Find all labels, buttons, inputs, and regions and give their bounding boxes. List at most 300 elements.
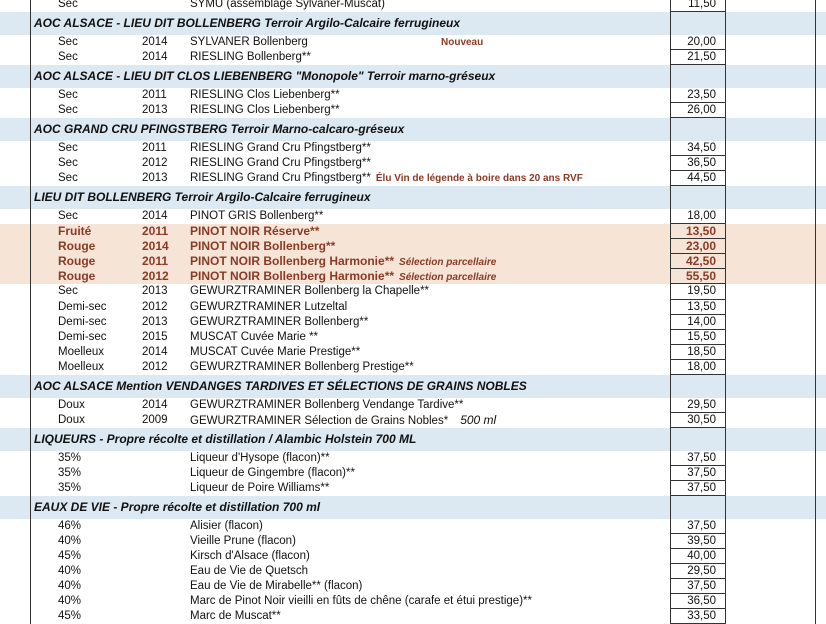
wine-name-text: RIESLING Clos Liebenberg** <box>190 103 340 116</box>
wine-name <box>190 0 385 12</box>
wine-name-text: SYLVANER Bollenberg <box>190 35 308 48</box>
price: 14,00 <box>687 315 716 328</box>
grid-line <box>815 519 816 534</box>
grid-line <box>815 398 816 413</box>
price-row <box>0 171 826 186</box>
price-row <box>0 239 826 254</box>
grid-line <box>725 451 726 466</box>
price: 37,50 <box>687 580 716 593</box>
wine-name-text: RIESLING Bollenberg** <box>190 50 311 63</box>
grid-line <box>815 12 816 35</box>
grid-line <box>30 156 31 171</box>
grid-line <box>815 594 816 609</box>
grid-line <box>815 88 816 103</box>
vintage-year: 2011 <box>142 88 167 101</box>
grid-line <box>815 345 816 360</box>
grid-line <box>725 375 726 398</box>
vintage-year: 2013 <box>142 315 168 328</box>
grid-line <box>725 466 726 481</box>
section-header <box>0 65 826 88</box>
section-header <box>0 496 826 519</box>
section-title: EAUX DE VIE - Propre récolte et distillation 700 ml <box>34 500 321 515</box>
grid-line <box>815 239 816 254</box>
grid-line <box>815 118 816 141</box>
wine-name-text: RIESLING Clos Liebenberg** <box>190 88 340 101</box>
wine-name-text: MUSCAT Cuvée Marie ** <box>190 330 319 343</box>
section-title: AOC ALSACE - LIEU DIT CLOS LIEBENBERG "Monopole" Terroir marno-gréseux <box>34 69 496 84</box>
grid-line <box>30 171 31 186</box>
wine-name-text: PINOT GRIS Bollenberg** <box>190 209 324 222</box>
vintage-year: 2014 <box>142 345 168 358</box>
grid-line <box>725 50 726 65</box>
vintage-year: 2011 <box>142 141 167 154</box>
price-row <box>0 300 826 315</box>
wine-type: 35% <box>58 466 82 479</box>
price-row <box>0 413 826 428</box>
grid-line <box>30 239 31 254</box>
grid-line <box>725 141 726 156</box>
price-row <box>0 481 826 496</box>
price-row <box>0 609 826 624</box>
grid-line <box>725 594 726 609</box>
vintage-year: 2015 <box>142 330 168 343</box>
grid-line <box>815 156 816 171</box>
wine-name-text: GEWURZTRAMINER Bollenberg** <box>190 315 369 328</box>
wine-type: Sec <box>58 172 78 185</box>
price-row <box>0 224 826 239</box>
price-row <box>0 519 826 534</box>
grid-line <box>815 315 816 330</box>
grid-line <box>30 594 31 609</box>
price: 23,50 <box>687 88 716 101</box>
grid-line <box>30 330 31 345</box>
grid-line <box>815 564 816 579</box>
grid-line <box>815 209 816 224</box>
grid-line <box>30 519 31 534</box>
grid-line <box>670 186 671 209</box>
vintage-year: 2014 <box>142 50 168 63</box>
wine-type: 40% <box>58 565 82 578</box>
price: 18,00 <box>687 209 716 222</box>
wine-name-text: Eau de Vie de Mirabelle** (flacon) <box>190 580 363 593</box>
price: 21,50 <box>687 50 716 63</box>
grid-line <box>30 284 31 299</box>
wine-name <box>190 534 296 549</box>
price: 33,50 <box>687 610 716 623</box>
wine-type: Rouge <box>58 269 96 284</box>
grid-line <box>725 609 726 624</box>
wine-type: 45% <box>58 550 82 563</box>
wine-type: 40% <box>58 534 82 547</box>
price-row <box>0 360 826 375</box>
vintage-year: 2014 <box>142 209 168 222</box>
grid-line <box>815 549 816 564</box>
section-header <box>0 375 826 398</box>
grid-line <box>30 534 31 549</box>
grid-line <box>815 466 816 481</box>
grid-line <box>815 481 816 496</box>
wine-name <box>190 579 362 594</box>
wine-type: Sec <box>58 141 78 154</box>
wine-name <box>190 156 371 171</box>
wine-name-text: Alisier (flacon) <box>190 519 263 532</box>
grid-line <box>815 496 816 519</box>
wine-name <box>190 239 335 254</box>
wine-type: Sec <box>58 0 78 10</box>
grid-line <box>725 65 726 88</box>
price-row <box>0 451 826 466</box>
wine-type: Demi-sec <box>58 330 107 343</box>
grid-line <box>30 300 31 315</box>
vintage-year: 2014 <box>142 239 169 254</box>
price-row <box>0 156 826 171</box>
grid-line <box>30 481 31 496</box>
grid-line <box>30 12 31 35</box>
grid-line <box>30 141 31 156</box>
wine-type: Moelleux <box>58 360 105 373</box>
grid-line <box>815 375 816 398</box>
grid-line <box>30 466 31 481</box>
grid-line <box>30 375 31 398</box>
price: 36,50 <box>687 595 716 608</box>
grid-line <box>670 118 671 141</box>
grid-line <box>725 315 726 330</box>
grid-line <box>30 209 31 224</box>
wine-type: Sec <box>58 50 78 63</box>
price: 26,00 <box>687 103 716 116</box>
section-header <box>0 428 826 451</box>
wine-name <box>190 224 319 239</box>
wine-name-text: Liqueur de Gingembre (flacon)** <box>190 466 355 479</box>
vintage-year: 2009 <box>142 413 168 426</box>
price-row <box>0 254 826 269</box>
grid-line <box>30 451 31 466</box>
grid-line <box>815 269 816 284</box>
grid-line <box>30 224 31 239</box>
grid-line <box>815 254 816 269</box>
grid-line <box>30 579 31 594</box>
wine-name <box>190 609 281 624</box>
wine-name-text: Marc de Pinot Noir vieilli en fûts de chêne (carafe et étui prestige)** <box>190 595 532 608</box>
grid-line <box>30 564 31 579</box>
grid-line <box>725 398 726 413</box>
price-row <box>0 579 826 594</box>
grid-line <box>725 428 726 451</box>
wine-note: 500 ml <box>460 412 497 427</box>
grid-line <box>725 579 726 594</box>
wine-type: 35% <box>58 481 82 494</box>
price: 23,00 <box>685 239 716 254</box>
wine-name <box>190 103 340 118</box>
wine-type: Doux <box>58 398 85 411</box>
grid-line <box>815 224 816 239</box>
grid-line <box>670 12 671 35</box>
wine-name <box>190 549 310 564</box>
section-header <box>0 118 826 141</box>
grid-line <box>725 300 726 315</box>
section-header <box>0 186 826 209</box>
grid-line <box>725 360 726 375</box>
price: 13,50 <box>687 300 716 313</box>
grid-line <box>725 549 726 564</box>
wine-name-text: RIESLING Grand Cru Pfingstberg** <box>190 156 371 169</box>
wine-type: Demi-sec <box>58 315 107 328</box>
grid-line <box>725 330 726 345</box>
grid-line <box>30 186 31 209</box>
wine-type: Sec <box>58 103 78 116</box>
grid-line <box>30 496 31 519</box>
grid-line <box>725 35 726 50</box>
wine-name-text: Vieille Prune (flacon) <box>190 534 296 547</box>
grid-line <box>725 534 726 549</box>
wine-name <box>190 360 414 375</box>
grid-line <box>815 428 816 451</box>
wine-note: Sélection parcellaire <box>399 257 497 269</box>
vintage-year: 2013 <box>142 285 168 298</box>
wine-type: 40% <box>58 580 82 593</box>
grid-line <box>815 579 816 594</box>
price: 37,50 <box>687 451 716 464</box>
grid-line <box>815 534 816 549</box>
wine-name-text: Liqueur de Poire Williams** <box>190 481 330 494</box>
section-header <box>0 12 826 35</box>
wine-name <box>190 269 496 285</box>
wine-name <box>190 564 308 579</box>
vintage-year: 2012 <box>142 269 169 284</box>
grid-line <box>670 428 671 451</box>
grid-line <box>725 88 726 103</box>
grid-line <box>30 549 31 564</box>
grid-line <box>725 12 726 35</box>
wine-name <box>190 413 496 429</box>
wine-name-text: GEWURZTRAMINER Bollenberg Vendange Tardive** <box>190 398 464 411</box>
grid-line <box>30 50 31 65</box>
grid-line <box>815 413 816 428</box>
wine-name <box>190 330 318 345</box>
price-row <box>0 564 826 579</box>
price-row <box>0 345 826 360</box>
price: 15,50 <box>687 330 716 343</box>
grid-line <box>725 496 726 519</box>
wine-name-text: GEWURZTRAMINER Sélection de Grains Nobles* <box>190 414 449 427</box>
grid-line <box>725 186 726 209</box>
grid-line <box>815 35 816 50</box>
price: 42,50 <box>685 254 716 269</box>
wine-name <box>190 171 583 186</box>
price-row <box>0 398 826 413</box>
price-row <box>0 466 826 481</box>
grid-line <box>30 0 31 12</box>
price-row <box>0 141 826 156</box>
vintage-year: 2013 <box>142 172 168 185</box>
grid-line <box>815 284 816 299</box>
grid-line <box>815 360 816 375</box>
price: 18,50 <box>687 345 716 358</box>
wine-name-text: PINOT NOIR Bollenberg Harmonie** <box>190 254 395 269</box>
grid-line <box>30 345 31 360</box>
vintage-year: 2011 <box>142 254 169 269</box>
vintage-year: 2014 <box>142 35 168 48</box>
grid-line <box>815 0 816 12</box>
section-title: AOC GRAND CRU PFINGSTBERG Terroir Marno-calcaro-gréseux <box>34 122 405 137</box>
grid-line <box>815 141 816 156</box>
wine-name-text: Marc de Muscat** <box>190 610 281 623</box>
wine-name-text: GEWURZTRAMINER Bollenberg la Chapelle** <box>190 285 430 298</box>
price-row <box>0 209 826 224</box>
grid-line <box>725 345 726 360</box>
wine-type: Sec <box>58 35 78 48</box>
wine-name <box>190 35 484 50</box>
wine-name <box>190 466 355 481</box>
wine-name <box>190 254 496 270</box>
price: 30,50 <box>687 413 716 426</box>
wine-name-text: GEWURZTRAMINER Lutzeltal <box>190 300 348 313</box>
wine-name-text: PINOT NOIR Bollenberg Harmonie** <box>190 269 395 284</box>
price: 44,50 <box>687 172 716 185</box>
grid-line <box>815 609 816 624</box>
wine-type: 35% <box>58 451 82 464</box>
price: 11,50 <box>688 0 716 10</box>
price: 55,50 <box>685 269 716 284</box>
grid-line <box>815 300 816 315</box>
wine-type: Rouge <box>58 254 96 269</box>
wine-type: Sec <box>58 156 78 169</box>
price-row <box>0 103 826 118</box>
price-row <box>0 35 826 50</box>
price: 37,50 <box>687 481 716 494</box>
wine-name-text: Eau de Vie de Quetsch <box>190 565 309 578</box>
grid-line <box>815 171 816 186</box>
price: 34,50 <box>687 141 716 154</box>
wine-name <box>190 594 532 609</box>
price: 29,50 <box>687 398 716 411</box>
grid-line <box>725 564 726 579</box>
grid-line <box>815 330 816 345</box>
price-row <box>0 284 826 299</box>
section-title: LIEU DIT BOLLENBERG Terroir Argilo-Calcaire ferrugineux <box>34 190 371 205</box>
grid-line <box>30 88 31 103</box>
price: 37,50 <box>687 519 716 532</box>
grid-line <box>30 35 31 50</box>
wine-name-text: GEWURZTRAMINER Bollenberg Prestige** <box>190 360 414 373</box>
price-row <box>0 50 826 65</box>
vintage-year: 2013 <box>142 103 168 116</box>
wine-name-text: PINOT NOIR Bollenberg** <box>190 239 336 254</box>
wine-name <box>190 315 368 330</box>
wine-name <box>190 345 360 360</box>
price-row <box>0 88 826 103</box>
grid-line <box>30 103 31 118</box>
grid-line <box>30 65 31 88</box>
grid-line <box>725 519 726 534</box>
wine-name-text: SYMU (assemblage Sylvaner-Muscat) <box>190 0 385 10</box>
grid-line <box>725 269 726 284</box>
grid-line <box>725 156 726 171</box>
grid-line <box>725 413 726 428</box>
grid-line <box>725 171 726 186</box>
wine-type: Sec <box>58 285 78 298</box>
wine-name <box>190 300 347 315</box>
grid-line <box>30 609 31 624</box>
wine-name-text: Liqueur d'Hysope (flacon)** <box>190 451 330 464</box>
grid-line <box>30 413 31 428</box>
section-title: AOC ALSACE Mention VENDANGES TARDIVES ET SÉLECTIONS DE GRAINS NOBLES <box>34 378 527 393</box>
price: 37,50 <box>687 466 716 479</box>
price: 39,50 <box>687 534 716 547</box>
wine-name <box>190 519 263 534</box>
grid-line <box>725 284 726 299</box>
price-row <box>0 594 826 609</box>
grid-line <box>30 315 31 330</box>
price: 29,50 <box>687 565 716 578</box>
wine-note: Nouveau <box>441 36 484 48</box>
wine-type: Sec <box>58 88 78 101</box>
wine-type: Rouge <box>58 239 96 254</box>
price-row <box>0 330 826 345</box>
wine-type: Doux <box>58 413 85 426</box>
price: 20,00 <box>687 35 716 48</box>
wine-type: 40% <box>58 595 82 608</box>
wine-type: 45% <box>58 610 82 623</box>
grid-line <box>815 186 816 209</box>
wine-name <box>190 398 463 413</box>
grid-line <box>670 375 671 398</box>
wine-name-text: Kirsch d'Alsace (flacon) <box>190 550 310 563</box>
wine-name <box>190 88 340 103</box>
vintage-year: 2014 <box>142 398 168 411</box>
grid-line <box>670 65 671 88</box>
wine-type: Moelleux <box>58 345 105 358</box>
grid-line <box>815 50 816 65</box>
grid-line <box>725 103 726 118</box>
wine-name <box>190 481 329 496</box>
vintage-year: 2012 <box>142 300 168 313</box>
price: 18,00 <box>687 360 716 373</box>
wine-type: Fruité <box>58 224 92 239</box>
grid-line <box>30 269 31 284</box>
price: 19,50 <box>687 285 716 298</box>
price-row <box>0 549 826 564</box>
wine-type: Sec <box>58 209 78 222</box>
price: 40,00 <box>687 550 716 563</box>
grid-line <box>725 224 726 239</box>
price-row <box>0 0 826 12</box>
grid-line <box>815 65 816 88</box>
vintage-year: 2011 <box>142 224 169 239</box>
wine-name-text: MUSCAT Cuvée Marie Prestige** <box>190 345 361 358</box>
grid-line <box>30 398 31 413</box>
grid-line <box>30 118 31 141</box>
grid-line <box>815 103 816 118</box>
grid-line <box>725 254 726 269</box>
price: 13,50 <box>685 224 716 239</box>
section-title: LIQUEURS - Propre récolte et distillation / Alambic Holstein 700 ML <box>34 431 417 446</box>
wine-note: Élu Vin de légende à boire dans 20 ans RVF <box>375 173 583 185</box>
price-row <box>0 534 826 549</box>
grid-line <box>725 0 726 12</box>
grid-line <box>725 481 726 496</box>
wine-name <box>190 451 330 466</box>
vintage-year: 2012 <box>142 360 168 373</box>
wine-note: Sélection parcellaire <box>399 272 497 284</box>
wine-name <box>190 50 311 65</box>
grid-line <box>30 428 31 451</box>
grid-line <box>670 496 671 519</box>
grid-line <box>725 239 726 254</box>
wine-name-text: PINOT NOIR Réserve** <box>190 224 320 239</box>
vintage-year: 2012 <box>142 156 168 169</box>
section-title: AOC ALSACE - LIEU DIT BOLLENBERG Terroir Argilo-Calcaire ferrugineux <box>34 16 461 31</box>
